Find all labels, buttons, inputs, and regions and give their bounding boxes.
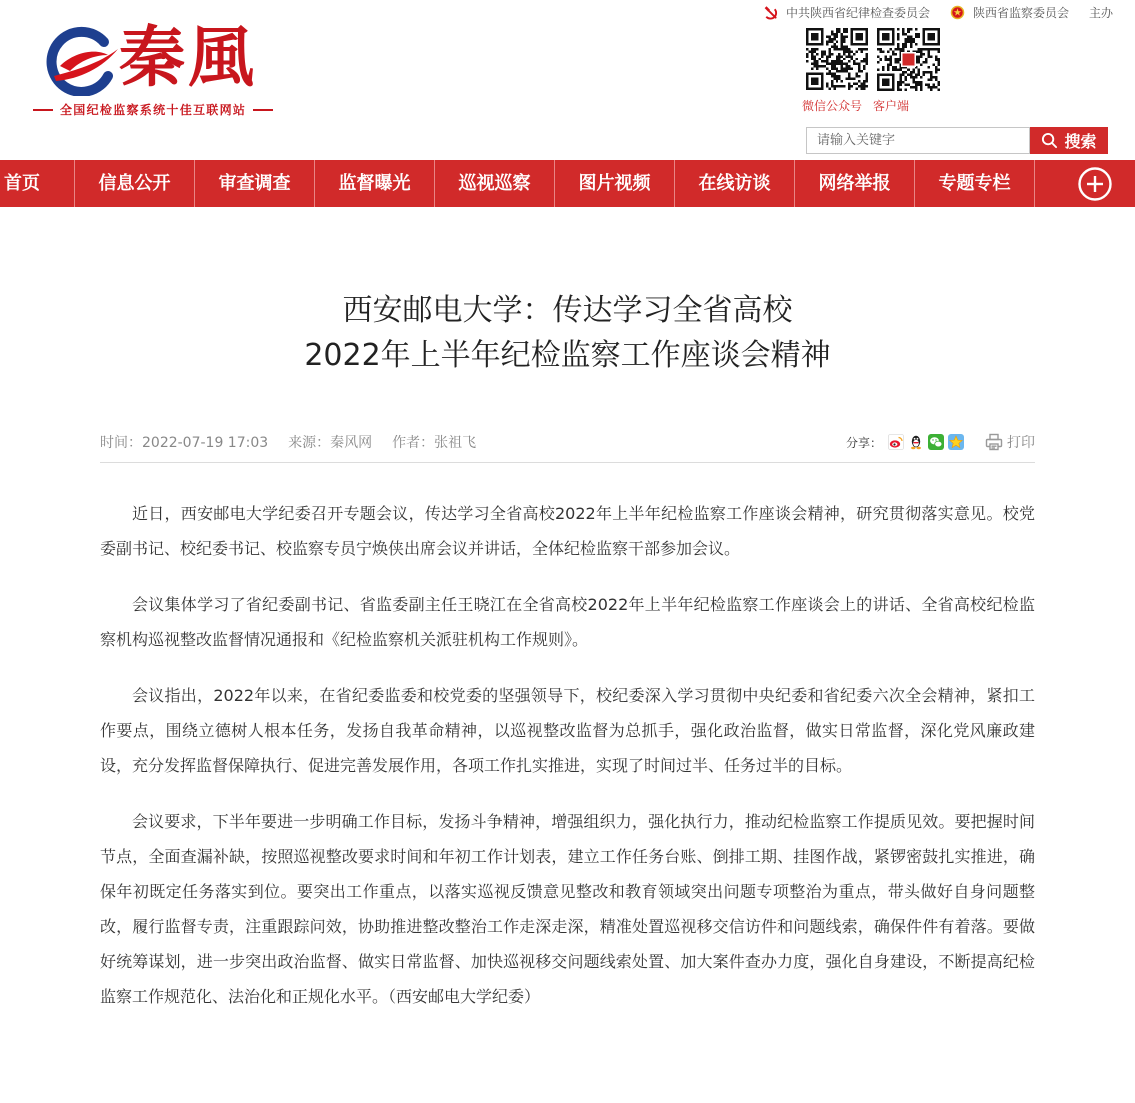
article-title-line-2: 2022年上半年纪检监察工作座谈会精神	[304, 338, 831, 373]
article-meta	[100, 432, 1035, 463]
main-nav	[0, 160, 1135, 207]
nav-item-online-report[interactable]: 网络举报	[795, 160, 915, 207]
qq-icon[interactable]	[908, 434, 924, 450]
article-source: 来源：秦风网	[288, 435, 373, 451]
print-label: 打印	[1007, 435, 1035, 451]
article-paragraph: 会议集体学习了省纪委副书记、省监委副主任王晓江在全省高校2022年上半年纪检监察工作座谈会上的讲话、全省高校纪检监察机构巡视整改监督情况通报和《纪检监察机关派驻机构工作规则》。	[100, 595, 1035, 649]
article-title	[100, 207, 1035, 378]
publish-time: 时间：2022-07-19 17:03	[100, 435, 269, 451]
article-paragraph: 会议要求，下半年要进一步明确工作目标，发扬斗争精神，增强组织力，强化执行力，推动纪检监察工作提质见效。要把握时间节点，全面查漏补缺，按照巡视整改要求时间和年初工作计划表，建立工作任务台账、倒排工期、挂图作战，紧锣密鼓扎实推进，确保年初既定任务落实到位。要突出工作重点，以落实巡视反馈意见整改和教育领域突出问题专项整治为重点，带头做好自身问题整改，履行监督专责，注重跟踪问效，协助推进整改整治工作走深走深，精准处置巡视移交信访件和问题线索，确保件件有着落。要做好统筹谋划，进一步突出政治监督、做实日常监督、加快巡视移交问题线索处置、加大案件查办力度，强化自身建设，不断提高纪检监察工作规范化、法治化和正规化水平。（西安邮电大学纪委）	[100, 812, 1035, 1006]
site-header	[0, 0, 1135, 160]
nav-item-review-investigation[interactable]: 审查调查	[195, 160, 315, 207]
org-party-link[interactable]: 中共陕西省纪律检查委员会	[785, 5, 930, 20]
nav-item-home[interactable]: 首页	[0, 160, 75, 207]
plus-circle-icon	[1078, 167, 1112, 201]
article-meta-info	[100, 432, 496, 452]
printer-icon	[985, 433, 1003, 451]
logo-wordmark: 秦風	[119, 18, 257, 96]
slogan-dash-left	[33, 109, 53, 111]
nav-item-supervision-exposure[interactable]: 监督曝光	[315, 160, 435, 207]
app-qr-code	[877, 28, 940, 91]
nav-more-button[interactable]	[1035, 160, 1135, 207]
article-paragraph: 会议指出，2022年以来，在省纪委监委和校党委的坚强领导下，校纪委深入学习贯彻中央纪委和省纪委六次全会精神，紧扣工作要点，围绕立德树人根本任务，发扬自我革命精神，以巡视整改监督为总抓手，强化政治监督，做实日常监督，深化党风廉政建设，充分发挥监督保障执行、促进完善发展作用，各项工作扎实推进，实现了时间过半、任务过半的目标。	[100, 686, 1035, 775]
article-author: 作者：张祖飞	[392, 435, 477, 451]
search-icon	[1041, 132, 1058, 149]
share-label: 分享：	[845, 435, 882, 450]
wechat-icon[interactable]	[928, 434, 944, 450]
org-supervision-link[interactable]: 陕西省监察委员会	[972, 5, 1069, 20]
slogan-text: 全国纪检监察系统十佳互联网站	[60, 103, 247, 117]
logo-slogan	[33, 102, 273, 118]
search-button-label: 搜索	[1064, 132, 1097, 151]
search-button[interactable]	[1030, 127, 1108, 154]
app-qr-label: 客户端	[873, 99, 910, 113]
nav-item-photo-video[interactable]: 图片视频	[555, 160, 675, 207]
article-paragraph: 近日，西安邮电大学纪委召开专题会议，传达学习全省高校2022年上半年纪检监察工作座谈会精神，研究贯彻落实意见。校党委副书记、校纪委书记、校监察专员宁焕侠出席会议并讲话，全体纪检监察干部参加会议。	[100, 504, 1035, 558]
article	[100, 207, 1035, 1014]
article-tools	[846, 432, 1035, 452]
site-logo[interactable]	[0, 0, 290, 125]
nav-item-special-topics[interactable]: 专题专栏	[915, 160, 1035, 207]
weibo-icon[interactable]	[888, 434, 904, 450]
wechat-qr-code	[806, 28, 868, 90]
article-title-line-1: 西安邮电大学：传达学习全省高校	[342, 293, 793, 328]
print-button[interactable]	[985, 432, 1035, 452]
slogan-dash-right	[253, 109, 273, 111]
search-input[interactable]	[806, 127, 1030, 154]
article-body	[100, 463, 1035, 1014]
party-emblem-icon	[763, 5, 778, 20]
host-label: 主办	[1088, 5, 1113, 20]
nav-item-inspection[interactable]: 巡视巡察	[435, 160, 555, 207]
qzone-icon[interactable]	[948, 434, 964, 450]
nav-item-online-interview[interactable]: 在线访谈	[675, 160, 795, 207]
national-emblem-icon	[950, 5, 965, 20]
logo-mark-icon	[40, 24, 120, 96]
top-bar	[763, 3, 1113, 21]
wechat-qr-label: 微信公众号	[802, 99, 863, 113]
nav-item-info-disclosure[interactable]: 信息公开	[75, 160, 195, 207]
